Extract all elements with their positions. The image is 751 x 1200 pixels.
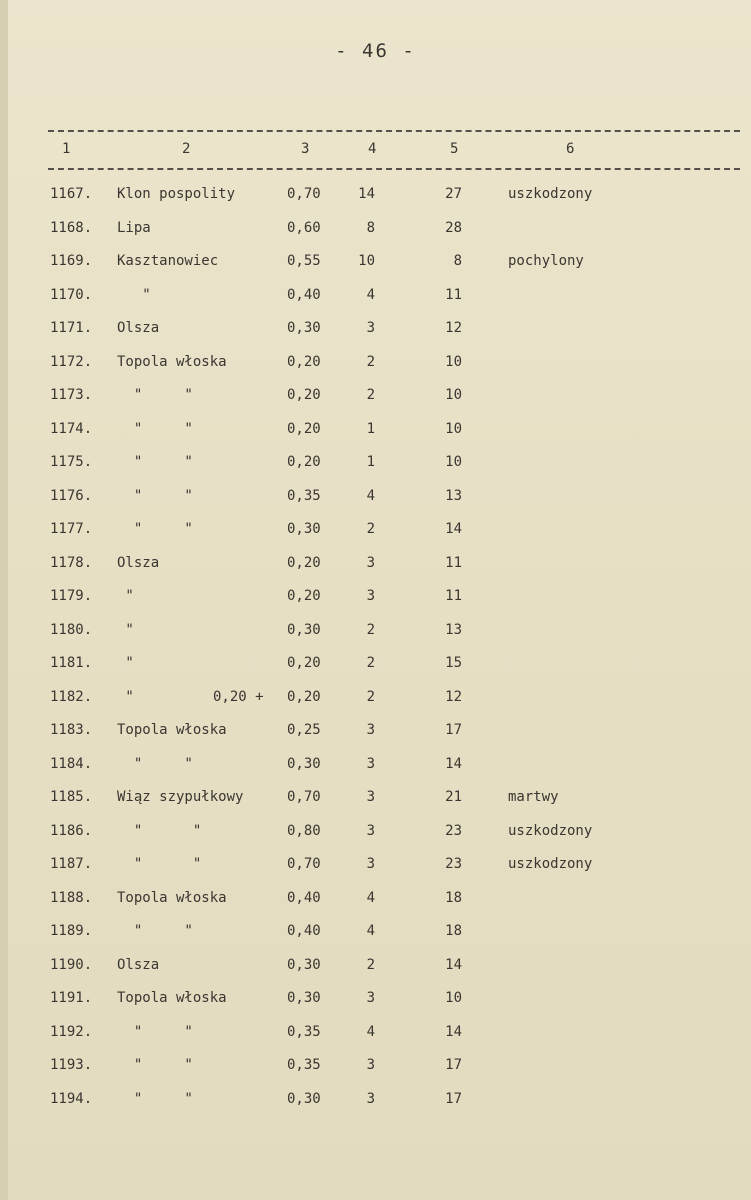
diameter-value: 0,20 (287, 421, 321, 437)
age-value: 12 (445, 320, 462, 336)
age-value: 17 (445, 1091, 462, 1107)
age-value: 10 (445, 990, 462, 1006)
record-number: 1173. (50, 387, 93, 403)
species-name: " " (117, 521, 193, 537)
species-name: " " (117, 856, 202, 872)
table-row (0, 287, 751, 317)
diameter-value: 0,20 (287, 354, 321, 370)
column-header-6: 6 (566, 141, 575, 157)
record-number: 1190. (50, 957, 93, 973)
table-row (0, 990, 751, 1020)
table-row (0, 1091, 751, 1121)
height-value: 3 (366, 1057, 375, 1073)
diameter-value: 0,20 (287, 689, 321, 705)
diameter-value: 0,70 (287, 186, 321, 202)
diameter-value: 0,30 (287, 1091, 321, 1107)
column-header-2: 2 (182, 141, 191, 157)
height-value: 4 (366, 287, 375, 303)
record-number: 1178. (50, 555, 93, 571)
record-number: 1171. (50, 320, 93, 336)
age-value: 10 (445, 421, 462, 437)
age-value: 14 (445, 756, 462, 772)
height-value: 3 (366, 990, 375, 1006)
table-row (0, 454, 751, 484)
height-value: 3 (366, 320, 375, 336)
age-value: 10 (445, 354, 462, 370)
record-number: 1185. (50, 789, 93, 805)
age-value: 12 (445, 689, 462, 705)
height-value: 3 (366, 555, 375, 571)
record-number: 1192. (50, 1024, 93, 1040)
diameter-value: 0,20 (287, 454, 321, 470)
condition-note: uszkodzony (508, 823, 593, 839)
age-value: 10 (445, 387, 462, 403)
species-name: " " (117, 1057, 193, 1073)
diameter-value: 0,20 (287, 588, 321, 604)
diameter-value: 0,35 (287, 488, 321, 504)
species-name: " (117, 588, 134, 604)
record-number: 1180. (50, 622, 93, 638)
diameter-value: 0,20 (287, 555, 321, 571)
table-row (0, 1057, 751, 1087)
height-value: 3 (366, 1091, 375, 1107)
age-value: 23 (445, 856, 462, 872)
height-value: 3 (366, 756, 375, 772)
record-number: 1174. (50, 421, 93, 437)
record-number: 1184. (50, 756, 93, 772)
diameter-value: 0,30 (287, 320, 321, 336)
diameter-value: 0,20 (287, 387, 321, 403)
diameter-value: 0,35 (287, 1057, 321, 1073)
record-number: 1170. (50, 287, 93, 303)
diameter-value: 0,80 (287, 823, 321, 839)
table-row (0, 421, 751, 451)
condition-note: uszkodzony (508, 856, 593, 872)
table-row (0, 756, 751, 786)
height-value: 3 (366, 789, 375, 805)
record-number: 1187. (50, 856, 93, 872)
table-row (0, 789, 751, 819)
height-value: 14 (358, 186, 375, 202)
species-name: Topola włoska (117, 354, 227, 370)
diameter-value: 0,30 (287, 957, 321, 973)
species-name: Klon pospolity (117, 186, 236, 202)
record-number: 1176. (50, 488, 93, 504)
condition-note: martwy (508, 789, 559, 805)
extra-diameter: 0,20 + (213, 689, 264, 705)
species-name: Wiąz szypułkowy (117, 789, 244, 805)
height-value: 4 (366, 488, 375, 504)
height-value: 1 (366, 454, 375, 470)
species-name: " " (117, 1024, 193, 1040)
record-number: 1193. (50, 1057, 93, 1073)
age-value: 11 (445, 588, 462, 604)
species-name: Olsza (117, 320, 160, 336)
height-value: 3 (366, 722, 375, 738)
table-top-rule (48, 130, 740, 132)
diameter-value: 0,25 (287, 722, 321, 738)
age-value: 14 (445, 521, 462, 537)
age-value: 18 (445, 923, 462, 939)
species-name: Topola włoska (117, 990, 227, 1006)
species-name: " " (117, 421, 193, 437)
condition-note: pochylony (508, 253, 584, 269)
record-number: 1167. (50, 186, 93, 202)
diameter-value: 0,70 (287, 856, 321, 872)
record-number: 1183. (50, 722, 93, 738)
record-number: 1179. (50, 588, 93, 604)
height-value: 3 (366, 823, 375, 839)
table-row (0, 588, 751, 618)
age-value: 11 (445, 555, 462, 571)
age-value: 8 (453, 253, 462, 269)
height-value: 4 (366, 923, 375, 939)
table-row (0, 655, 751, 685)
table-row (0, 856, 751, 886)
table-row (0, 253, 751, 283)
table-row (0, 220, 751, 250)
record-number: 1169. (50, 253, 93, 269)
condition-note: uszkodzony (508, 186, 593, 202)
age-value: 15 (445, 655, 462, 671)
species-name: Olsza (117, 957, 160, 973)
height-value: 3 (366, 856, 375, 872)
species-name: " " (117, 1091, 193, 1107)
age-value: 21 (445, 789, 462, 805)
species-name: Olsza (117, 555, 160, 571)
age-value: 27 (445, 186, 462, 202)
diameter-value: 0,35 (287, 1024, 321, 1040)
diameter-value: 0,30 (287, 756, 321, 772)
diameter-value: 0,30 (287, 521, 321, 537)
species-name: " " (117, 756, 193, 772)
table-header-rule (48, 168, 740, 170)
age-value: 13 (445, 622, 462, 638)
height-value: 2 (366, 387, 375, 403)
diameter-value: 0,20 (287, 655, 321, 671)
record-number: 1188. (50, 890, 93, 906)
record-number: 1172. (50, 354, 93, 370)
height-value: 2 (366, 957, 375, 973)
age-value: 14 (445, 1024, 462, 1040)
age-value: 18 (445, 890, 462, 906)
species-name: Kasztanowiec (117, 253, 219, 269)
age-value: 10 (445, 454, 462, 470)
species-name: " " (117, 923, 193, 939)
height-value: 2 (366, 622, 375, 638)
column-header-5: 5 (450, 141, 459, 157)
age-value: 28 (445, 220, 462, 236)
species-name: " (117, 689, 134, 705)
record-number: 1191. (50, 990, 93, 1006)
record-number: 1177. (50, 521, 93, 537)
record-number: 1182. (50, 689, 93, 705)
diameter-value: 0,30 (287, 622, 321, 638)
height-value: 10 (358, 253, 375, 269)
age-value: 11 (445, 287, 462, 303)
table-row (0, 722, 751, 752)
height-value: 8 (366, 220, 375, 236)
height-value: 2 (366, 354, 375, 370)
species-name: Topola włoska (117, 890, 227, 906)
table-row (0, 354, 751, 384)
species-name: " " (117, 454, 193, 470)
diameter-value: 0,30 (287, 990, 321, 1006)
species-name: " (117, 655, 134, 671)
species-name: " " (117, 488, 193, 504)
height-value: 2 (366, 655, 375, 671)
age-value: 17 (445, 1057, 462, 1073)
table-row (0, 521, 751, 551)
record-number: 1175. (50, 454, 93, 470)
species-name: " (117, 287, 151, 303)
diameter-value: 0,70 (287, 789, 321, 805)
diameter-value: 0,40 (287, 923, 321, 939)
species-name: Topola włoska (117, 722, 227, 738)
species-name: " " (117, 387, 193, 403)
diameter-value: 0,40 (287, 890, 321, 906)
page-number: - 46 - (335, 40, 416, 62)
species-name: " (117, 622, 134, 638)
height-value: 4 (366, 890, 375, 906)
record-number: 1181. (50, 655, 93, 671)
height-value: 2 (366, 689, 375, 705)
table-row (0, 488, 751, 518)
table-row (0, 387, 751, 417)
age-value: 17 (445, 722, 462, 738)
age-value: 13 (445, 488, 462, 504)
table-row (0, 823, 751, 853)
record-number: 1168. (50, 220, 93, 236)
table-row (0, 689, 751, 719)
age-value: 14 (445, 957, 462, 973)
column-header-4: 4 (368, 141, 377, 157)
diameter-value: 0,55 (287, 253, 321, 269)
diameter-value: 0,60 (287, 220, 321, 236)
column-header-1: 1 (62, 141, 71, 157)
column-header-3: 3 (301, 141, 310, 157)
species-name: " " (117, 823, 202, 839)
height-value: 4 (366, 1024, 375, 1040)
table-row (0, 555, 751, 585)
table-row (0, 1024, 751, 1054)
table-row (0, 622, 751, 652)
table-row (0, 186, 751, 216)
species-name: Lipa (117, 220, 151, 236)
height-value: 3 (366, 588, 375, 604)
height-value: 2 (366, 521, 375, 537)
height-value: 1 (366, 421, 375, 437)
table-row (0, 320, 751, 350)
diameter-value: 0,40 (287, 287, 321, 303)
record-number: 1194. (50, 1091, 93, 1107)
table-row (0, 923, 751, 953)
table-row (0, 957, 751, 987)
table-row (0, 890, 751, 920)
record-number: 1186. (50, 823, 93, 839)
age-value: 23 (445, 823, 462, 839)
record-number: 1189. (50, 923, 93, 939)
